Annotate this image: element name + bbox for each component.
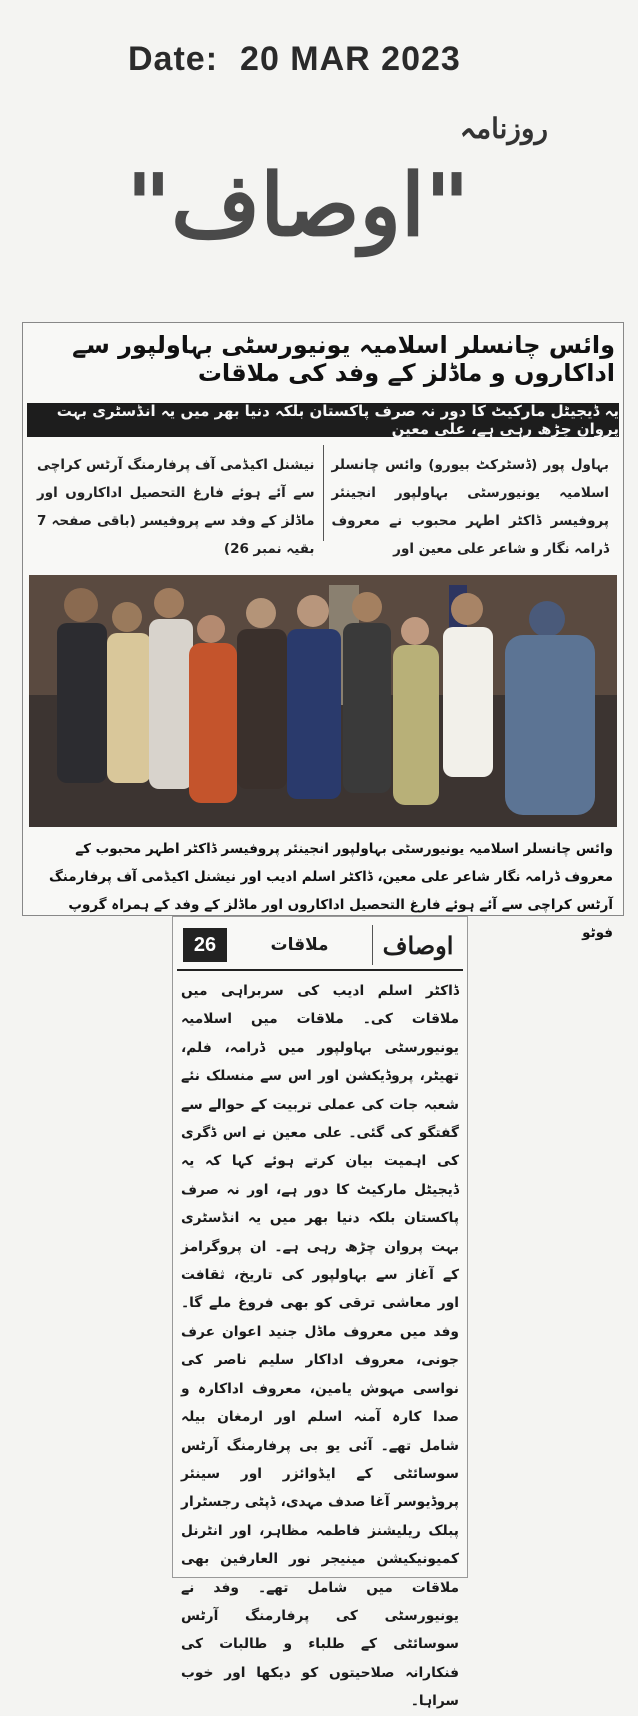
continuation-clipping: [172, 916, 468, 1710]
date-label: Date:: [128, 40, 219, 78]
continuation-header: [177, 921, 463, 971]
article-headline: وائس چانسلر اسلامیہ یونیورسٹی بہاولپور سے اداکاروں و ماڈلز کے وفد کی ملاقات: [72, 331, 615, 387]
article-column-left: نیشنل اکیڈمی آف پرفارمنگ آرٹس کراچی سے آئے ہوئے فارغ التحصیل اداکاروں اور ماڈلز کے وفد سے پروفیسر (باقی صفحہ 7 بقیہ نمبر 26): [29, 445, 324, 541]
photo-caption: وائس چانسلر اسلامیہ یونیورسٹی بہاولپور انجینئر پروفیسر ڈاکٹر اطہر محبوب کے معروف ڈرامہ نگار شاعر علی معین، ڈاکٹر اسلم ادیب اور نیشنل اکیڈمی آف پرفارمنگ آرٹس کراچی سے آئے ہوئے فارغ التحصیل اداکاروں اور ماڈلز کے وفد کے ہمراہ گروپ فوٹو: [48, 841, 613, 941]
article-column-right: بہاول پور (ڈسٹرکٹ بیورو) وائس چانسلر اسلامیہ یونیورسٹی بہاولپور انجینئر پروفیسر ڈاکٹر اطہر محبوب نے معروف ڈرامہ نگار و شاعر علی معین اور: [331, 457, 609, 557]
newspaper-masthead: "اوصاف": [126, 154, 470, 256]
page-number-badge: 26: [183, 928, 227, 962]
group-photo-figures: [29, 575, 617, 827]
news-clipping: [22, 322, 624, 941]
section-title: ملاقات: [270, 935, 329, 955]
article-subhead: یہ ڈیجیٹل مارکیٹ کا دور نہ صرف پاکستان بلکہ دنیا بھر میں یہ انڈسٹری بہت پروان چڑھ رہی ہے، علی معین: [27, 403, 619, 437]
date-value: 20 MAR 2023: [240, 40, 461, 78]
clipping-date: [128, 40, 461, 79]
newspaper-logo: اوصاف: [372, 925, 463, 965]
group-photo: [29, 575, 617, 827]
masthead-subtitle: روزنامہ: [459, 112, 548, 145]
continuation-body: ڈاکٹر اسلم ادیب کی سربراہی میں ملاقات کی۔ ملاقات میں اسلامیہ یونیورسٹی بہاولپور میں ڈرامہ، فلم، تھیٹر، پروڈیکشن اور اس سے منسلک نئے شعبہ جات کی عملی تربیت کے حوالے سے گفتگو کی گئی۔ علی معین نے اس ڈگری کی اہمیت بیان کرتے ہوئے کہا کہ یہ ڈیجیٹل مارکیٹ کا دور ہے، اور نہ صرف پاکستان بلکہ دنیا بھر میں یہ انڈسٹری بہت پروان چڑھ رہی ہے۔ ان پروگرامز کے آغاز سے بہاولپور کی تاریخ، ثقافت اور معاشی ترقی کو بھی فروغ ملے گا۔ وفد میں معروف ماڈل جنید اعوان عرف جونی، معروف اداکار سلیم ناصر کی نواسی مہوش یامین، معروف اداکارہ و صدا کارہ آمنہ اسلم اور ارمغان بیلہ شامل تھے۔ آئی یو بی پرفارمنگ آرٹس سوسائٹی کے ایڈوائزر اور سینئر پروڈیوسر آغا صدف مہدی، ڈپٹی رجسٹرار پبلک ریلیشنز فاطمہ مظاہر، اور انٹرنل کمیونیکیشن مینیجر نور العارفین بھی ملاقات میں شامل تھے۔ وفد نے یونیورسٹی کی پرفارمنگ آرٹس سوسائٹی کے طلباء و طالبات کی فنکارانہ صلاحیتوں کو دیکھا اور خوب سراہا۔: [181, 983, 459, 1710]
article-columns: [29, 445, 617, 557]
